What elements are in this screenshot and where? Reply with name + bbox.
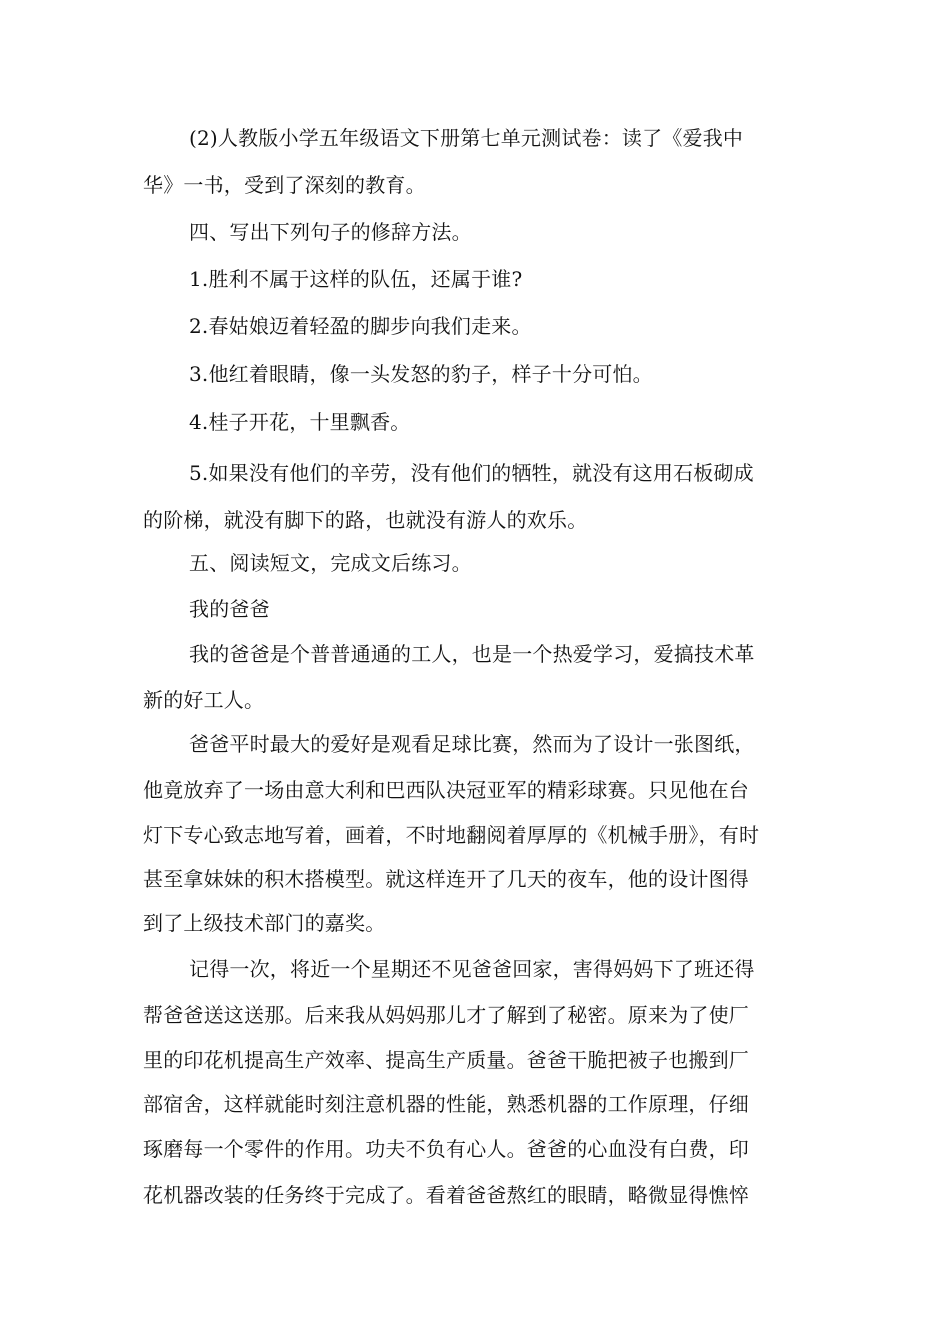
question-item: 3.他红着眼睛，像一头发怒的豹子，样子十分可怕。 — [189, 362, 653, 386]
paragraph-line: 爸爸平时最大的爱好是观看足球比赛，然而为了设计一张图纸， — [189, 732, 755, 756]
question-item: 5.如果没有他们的辛劳，没有他们的牺牲，就没有这用石板砌成 — [189, 461, 754, 485]
passage-title: 我的爸爸 — [189, 597, 270, 621]
question-item: 4.桂子开花，十里飘香。 — [189, 410, 411, 434]
paragraph-line: 部宿舍，这样就能时刻注意机器的性能，熟悉机器的工作原理，仔细 — [143, 1092, 749, 1116]
section-heading: 五、阅读短文，完成文后练习。 — [189, 551, 472, 575]
question-item: 2.春姑娘迈着轻盈的脚步向我们走来。 — [189, 314, 532, 338]
paragraph-line: 的阶梯，就没有脚下的路，也就没有游人的欢乐。 — [143, 508, 588, 532]
paragraph-line: 琢磨每一个零件的作用。功夫不负有心人。爸爸的心血没有白费，印 — [143, 1137, 749, 1161]
paragraph-line: 帮爸爸送这送那。后来我从妈妈那儿才了解到了秘密。原来为了使厂 — [143, 1003, 749, 1027]
paragraph-line: 甚至拿妹妹的积木搭模型。就这样连开了几天的夜车，他的设计图得 — [143, 867, 749, 891]
paragraph-line: 记得一次，将近一个星期还不见爸爸回家，害得妈妈下了班还得 — [189, 957, 755, 981]
paragraph-line: (2)人教版小学五年级语文下册第七单元测试卷：读了《爱我中 — [189, 126, 744, 150]
paragraph-line: 到了上级技术部门的嘉奖。 — [143, 911, 386, 935]
paragraph-line: 他竟放弃了一场由意大利和巴西队决冠亚军的精彩球赛。只见他在台 — [143, 778, 749, 802]
paragraph-line: 花机器改装的任务终于完成了。看着爸爸熬红的眼睛，略微显得憔悴 — [143, 1183, 749, 1207]
paragraph-line: 里的印花机提高生产效率、提高生产质量。爸爸干脆把被子也搬到厂 — [143, 1048, 749, 1072]
paragraph-line: 灯下专心致志地写着，画着，不时地翻阅着厚厚的《机械手册》，有时 — [143, 823, 760, 847]
paragraph-line: 我的爸爸是个普普通通的工人，也是一个热爱学习，爱搞技术革 — [189, 642, 755, 666]
section-heading: 四、写出下列句子的修辞方法。 — [189, 220, 472, 244]
paragraph-line: 华》一书，受到了深刻的教育。 — [143, 173, 426, 197]
paragraph-line: 新的好工人。 — [143, 688, 265, 712]
question-item: 1.胜利不属于这样的队伍，还属于谁? — [189, 267, 523, 291]
